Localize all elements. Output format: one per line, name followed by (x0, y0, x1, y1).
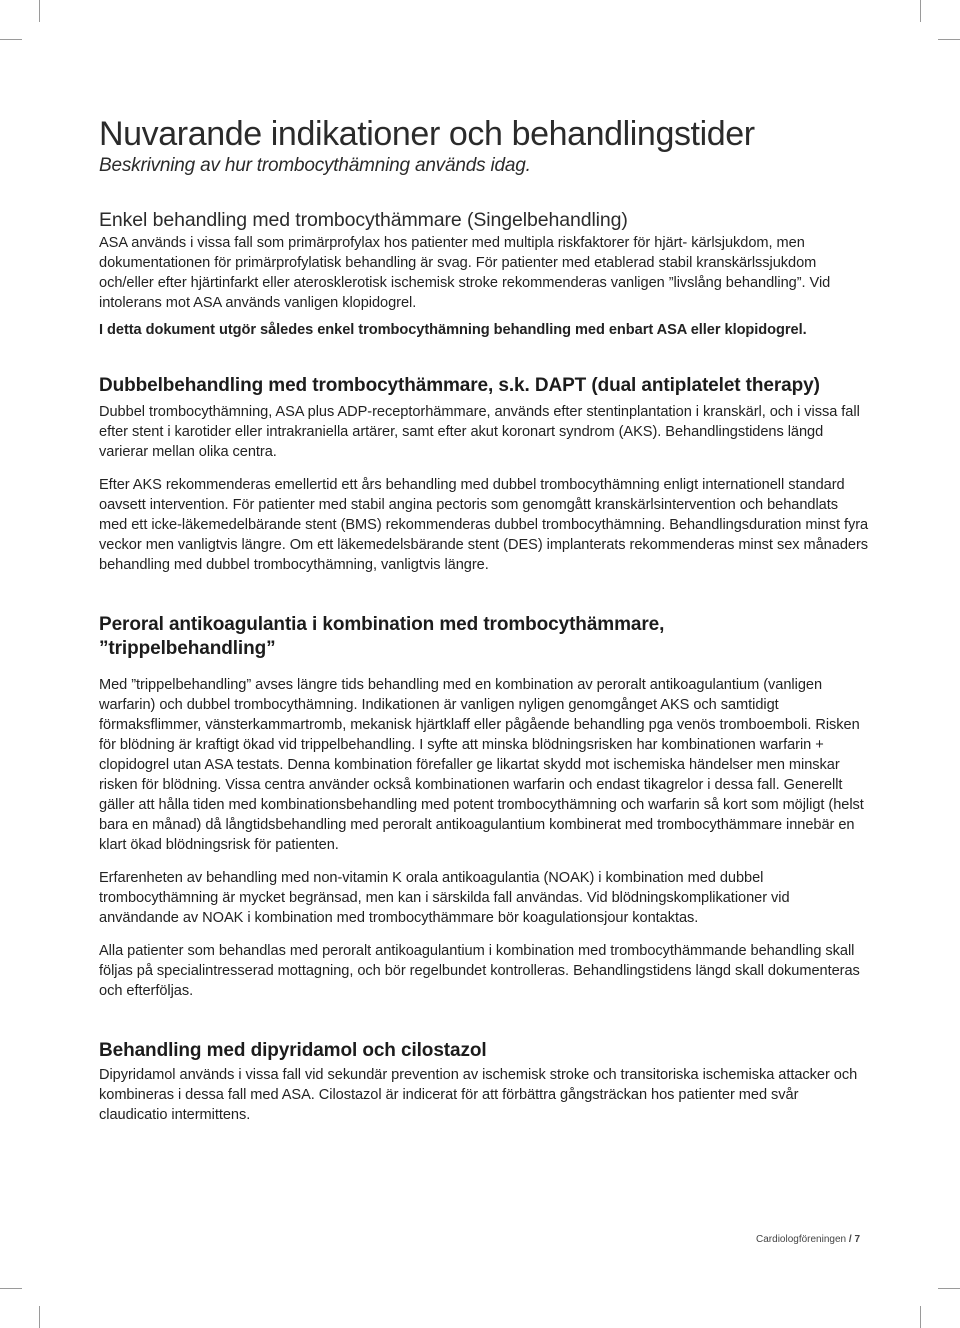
crop-mark-bottom-left (39, 1306, 40, 1328)
section-single-treatment (99, 208, 869, 340)
crop-mark-bottom-right (920, 1306, 921, 1328)
section-heading: Enkel behandling med trombocythämmare (Singelbehandling) (99, 209, 628, 231)
section-heading: Dubbelbehandling med trombocythämmare, s.k. DAPT (dual antiplatelet therapy) (99, 375, 820, 396)
paragraph: Efter AKS rekommenderas emellertid ett års behandling med dubbel trombocythämning enligt internationell standard oavsett intervention. För patienter med stabil angina pectoris som genomgått kranskärlsintervention och behandlats med ett icke-läkemedelbärande stent (BMS) rekommenderas dubbel trombocythämning. Behandlingsduration minst fyra veckor men vanligtvis längre. Om ett läkemedelsbärande stent (DES) implanterats rekommenderas minst sex månaders behandling med dubbel trombocythämning, vanligtvis längre. (99, 477, 869, 573)
crop-mark-top-right-h (938, 39, 960, 40)
paragraph: Med ”trippelbehandling” avses längre tids behandling med en kombination av peroralt antikoagulantium (vanligen warfarin) och dubbel trombocythämning. Indikationen är vanligen nyligen genomgånget AKS och samtidigt förmaksflimmer, vänsterkammartromb, mekanisk hjärtklaff eller pågående behandling pga venös tromboemboli. Risken för blödning är kraftigt ökad vid trippelbehandling. I syfte att minska blödningsrisken har kombinationen warfarin + clopidogrel utan ASA testats. Denna kombination förefaller ge likartat skydd mot ischemiska händelser men minskar risken för blödning. Vissa centra använder också kombinationen warfarin och endast tikagrelor i dessa fall. Generellt gäller att hålla tiden med kombinationsbehandling med potent trombocythämning och warfarin så kort som möjligt (helst bara en månad) då långtidsbehandling med peroralt antikoagulantium kombinerat med trombocythämmare innebär en klart ökad blödningsrisk för patienten. (99, 677, 864, 853)
page-number: 7 (854, 1234, 860, 1245)
crop-mark-bottom-left-h (0, 1288, 22, 1289)
footer-separator: / (848, 1234, 852, 1245)
section-heading-line-2: ”trippelbehandling” (99, 638, 276, 659)
paragraph: Alla patienter som behandlas med peroralt antikoagulantium i kombination med trombocythämmande behandling skall följas på specialintresserad mottagning, och bör regelbundet kontrolleras. Behandlingstidens längd skall dokumenteras och efterföljas. (99, 943, 860, 999)
crop-mark-top-left (39, 0, 40, 22)
section-triple-treatment (99, 613, 869, 1001)
paragraph-emphasis: I detta dokument utgör således enkel trombocythämning behandling med enbart ASA eller klopidogrel. (99, 322, 807, 338)
paragraph: ASA används i vissa fall som primärprofylax hos patienter med multipla riskfaktorer för hjärt- kärlsjukdom, men dokumentationen för primärprofylatisk behandling är svag. För patienter med etablerad stabil kranskärlssjukdom och/eller efter hjärtinfarkt eller aterosklerotisk ischemisk stroke rekommenderas vanligen ”livslång behandling”. Vid intolerans mot ASA används vanligen klopidogrel. (99, 235, 831, 311)
page-subtitle: Beskrivning av hur trombocythämning används idag. (99, 155, 531, 176)
crop-mark-bottom-right-h (938, 1288, 960, 1289)
page-content (99, 114, 869, 1125)
crop-mark-top-right (920, 0, 921, 22)
section-heading: Behandling med dipyridamol och cilostazol (99, 1040, 487, 1061)
paragraph: Dipyridamol används i vissa fall vid sekundär prevention av ischemisk stroke och transitoriska ischemiska attacker och kombineras i dessa fall med ASA. Cilostazol är indicerat för att förbättra gångsträckan hos patienter med svår claudicatio intermittens. (99, 1067, 858, 1123)
section-heading-line-1: Peroral antikoagulantia i kombination med trombocythämmare, (99, 614, 665, 635)
footer-org: Cardiologföreningen (756, 1234, 847, 1245)
page-title: Nuvarande indikationer och behandlingstider (99, 115, 755, 153)
section-dapt (99, 374, 869, 575)
crop-mark-top-left-h (0, 39, 22, 40)
section-dipyridamol (99, 1039, 869, 1125)
paragraph: Erfarenheten av behandling med non-vitamin K orala antikoagulantia (NOAK) i kombination med dubbel trombocythämning är mycket begränsad, men kan i särskilda fall användas. Vid blödningskomplikationer vid användande av NOAK i kombination med trombocythämmare bör koagulationsjour kontaktas. (99, 870, 790, 926)
paragraph: Dubbel trombocythämning, ASA plus ADP-receptorhämmare, används efter stentinplantation i kranskärl, och i vissa fall efter stent i karotider eller intrakraniella artärer, samt efter akut koronart syndrom (AKS). Behandlingstidens längd varierar mellan olika centra. (99, 404, 860, 460)
page-footer (756, 1234, 860, 1245)
